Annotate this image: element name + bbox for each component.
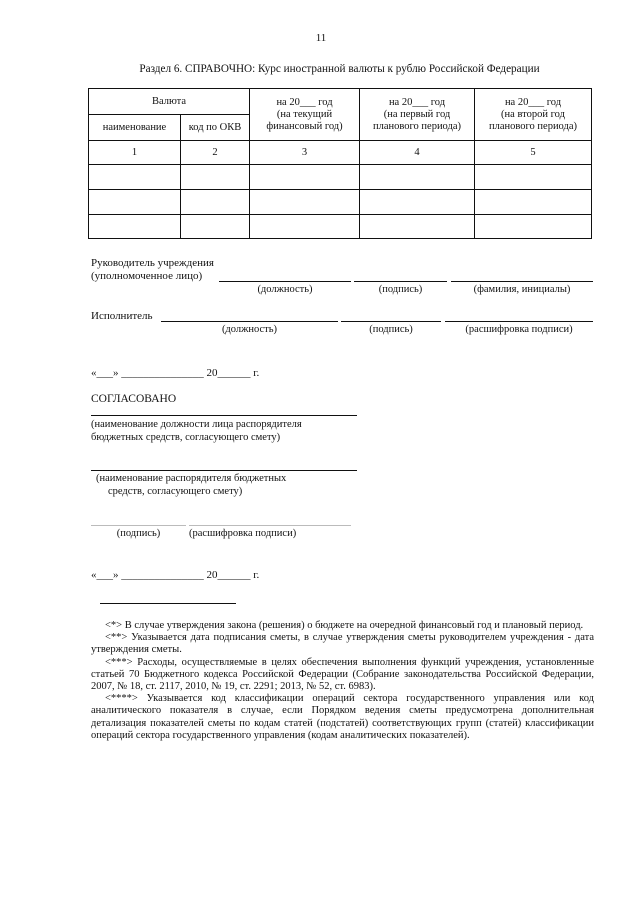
section-title: Раздел 6. СПРАВОЧНО: Курс иностранной валюты к рублю Российской Федерации xyxy=(139,63,540,75)
agreed-title: СОГЛАСОВАНО xyxy=(91,393,177,405)
agreed-decoding-caption: (расшифровка подписи) xyxy=(189,528,297,539)
column-number-row xyxy=(89,141,592,165)
executor-position-caption: (должность) xyxy=(221,324,278,335)
footnotes xyxy=(91,620,594,742)
page-number: 11 xyxy=(315,32,327,44)
column-number-cell: 1 xyxy=(89,141,181,165)
head-position-line[interactable] xyxy=(219,281,351,282)
table-cell[interactable] xyxy=(475,165,592,190)
table-cell[interactable] xyxy=(360,165,475,190)
executor-signature-line[interactable] xyxy=(341,321,441,322)
second-plan-year-header-cell: на 20___ год (на второй год планового периода) xyxy=(475,89,592,141)
table-cell[interactable] xyxy=(89,165,181,190)
table-cell[interactable] xyxy=(360,215,475,239)
table-cell[interactable] xyxy=(250,190,360,215)
executor-signature-caption: (подпись) xyxy=(369,324,413,335)
table-row xyxy=(89,190,592,215)
table-cell[interactable] xyxy=(89,190,181,215)
date-line[interactable]: «___» _______________ 20______ г. xyxy=(91,367,260,379)
table-row xyxy=(89,165,592,190)
footnote-4: <****> Указывается код классификации операций сектора государственного управления или код аналитического показателя в случае, если Порядком ведения сметы предусмотрена дополнительная детализация показателей сметы по кодам статей (подстатей) соответствующих групп (статей) классификации операций сектора государственного управления (кодам аналитических показателей). xyxy=(91,693,594,741)
table-cell[interactable] xyxy=(360,190,475,215)
executor-name-line[interactable] xyxy=(445,321,593,322)
table-cell[interactable] xyxy=(181,215,250,239)
footnote-separator xyxy=(100,603,236,604)
footnote-2: <**> Указывается дата подписания сметы, в случае утверждения сметы руководителем учреждения - дата утверждения сметы. xyxy=(91,632,594,656)
head-signature-line[interactable] xyxy=(354,281,447,282)
table-cell[interactable] xyxy=(475,215,592,239)
footnote-1: <*> В случае утверждения закона (решения) о бюджете на очередной финансовый год и плановый период. xyxy=(105,620,584,631)
head-label-line2: (уполномоченное лицо) xyxy=(91,270,203,282)
column-number-cell: 5 xyxy=(475,141,592,165)
head-name-caption: (фамилия, инициалы) xyxy=(473,284,571,295)
agreed-org-caption-2: средств, согласующего смету) xyxy=(108,486,243,497)
executor-label: Исполнитель xyxy=(91,310,153,322)
table-cell[interactable] xyxy=(475,190,592,215)
agreed-decoding-line[interactable] xyxy=(189,525,351,526)
head-position-caption: (должность) xyxy=(257,284,313,295)
head-label-line1: Руководитель учреждения xyxy=(91,257,214,269)
table-cell[interactable] xyxy=(181,190,250,215)
agreed-position-line[interactable] xyxy=(91,415,357,416)
head-signature-caption: (подпись) xyxy=(378,284,423,295)
agreed-org-caption-1: (наименование распорядителя бюджетных xyxy=(96,473,287,484)
table-cell[interactable] xyxy=(250,165,360,190)
agreed-position-caption-1: (наименование должности лица распорядителя xyxy=(91,419,302,430)
executor-decoding-caption: (расшифровка подписи) xyxy=(465,324,573,335)
agreed-signature-line[interactable] xyxy=(91,525,186,526)
executor-position-line[interactable] xyxy=(161,321,338,322)
table-cell[interactable] xyxy=(181,165,250,190)
currency-header-cell: Валюта xyxy=(89,89,250,115)
current-year-header-cell: на 20___ год (на текущий финансовый год) xyxy=(250,89,360,141)
table-cell[interactable] xyxy=(250,215,360,239)
table-cell[interactable] xyxy=(89,215,181,239)
table-row xyxy=(89,215,592,239)
agreed-date-line[interactable]: «___» _______________ 20______ г. xyxy=(91,569,260,581)
head-name-line[interactable] xyxy=(451,281,593,282)
agreed-org-line[interactable] xyxy=(91,470,357,471)
table-header-row xyxy=(89,89,592,115)
column-number-cell: 3 xyxy=(250,141,360,165)
first-plan-year-header-cell: на 20___ год (на первый год планового периода) xyxy=(360,89,475,141)
agreed-position-caption-2: бюджетных средств, согласующего смету) xyxy=(91,432,281,443)
agreed-signature-caption: (подпись) xyxy=(116,528,161,539)
column-number-cell: 2 xyxy=(181,141,250,165)
okv-code-header-cell: код по ОКВ xyxy=(181,115,250,141)
footnote-3: <***> Расходы, осуществляемые в целях обеспечения выполнения функций учреждения, установленные статьей 70 Бюджетного кодекса Российской Федерации (Собрание законодательства Российской Федерации, 2007, № 18, ст. 2117, 2010, № 19, ст. 2291; 2013, № 52, ст. 6983). xyxy=(91,656,594,693)
currency-name-header-cell: наименование xyxy=(89,115,181,141)
currency-rate-table xyxy=(88,88,592,239)
column-number-cell: 4 xyxy=(360,141,475,165)
